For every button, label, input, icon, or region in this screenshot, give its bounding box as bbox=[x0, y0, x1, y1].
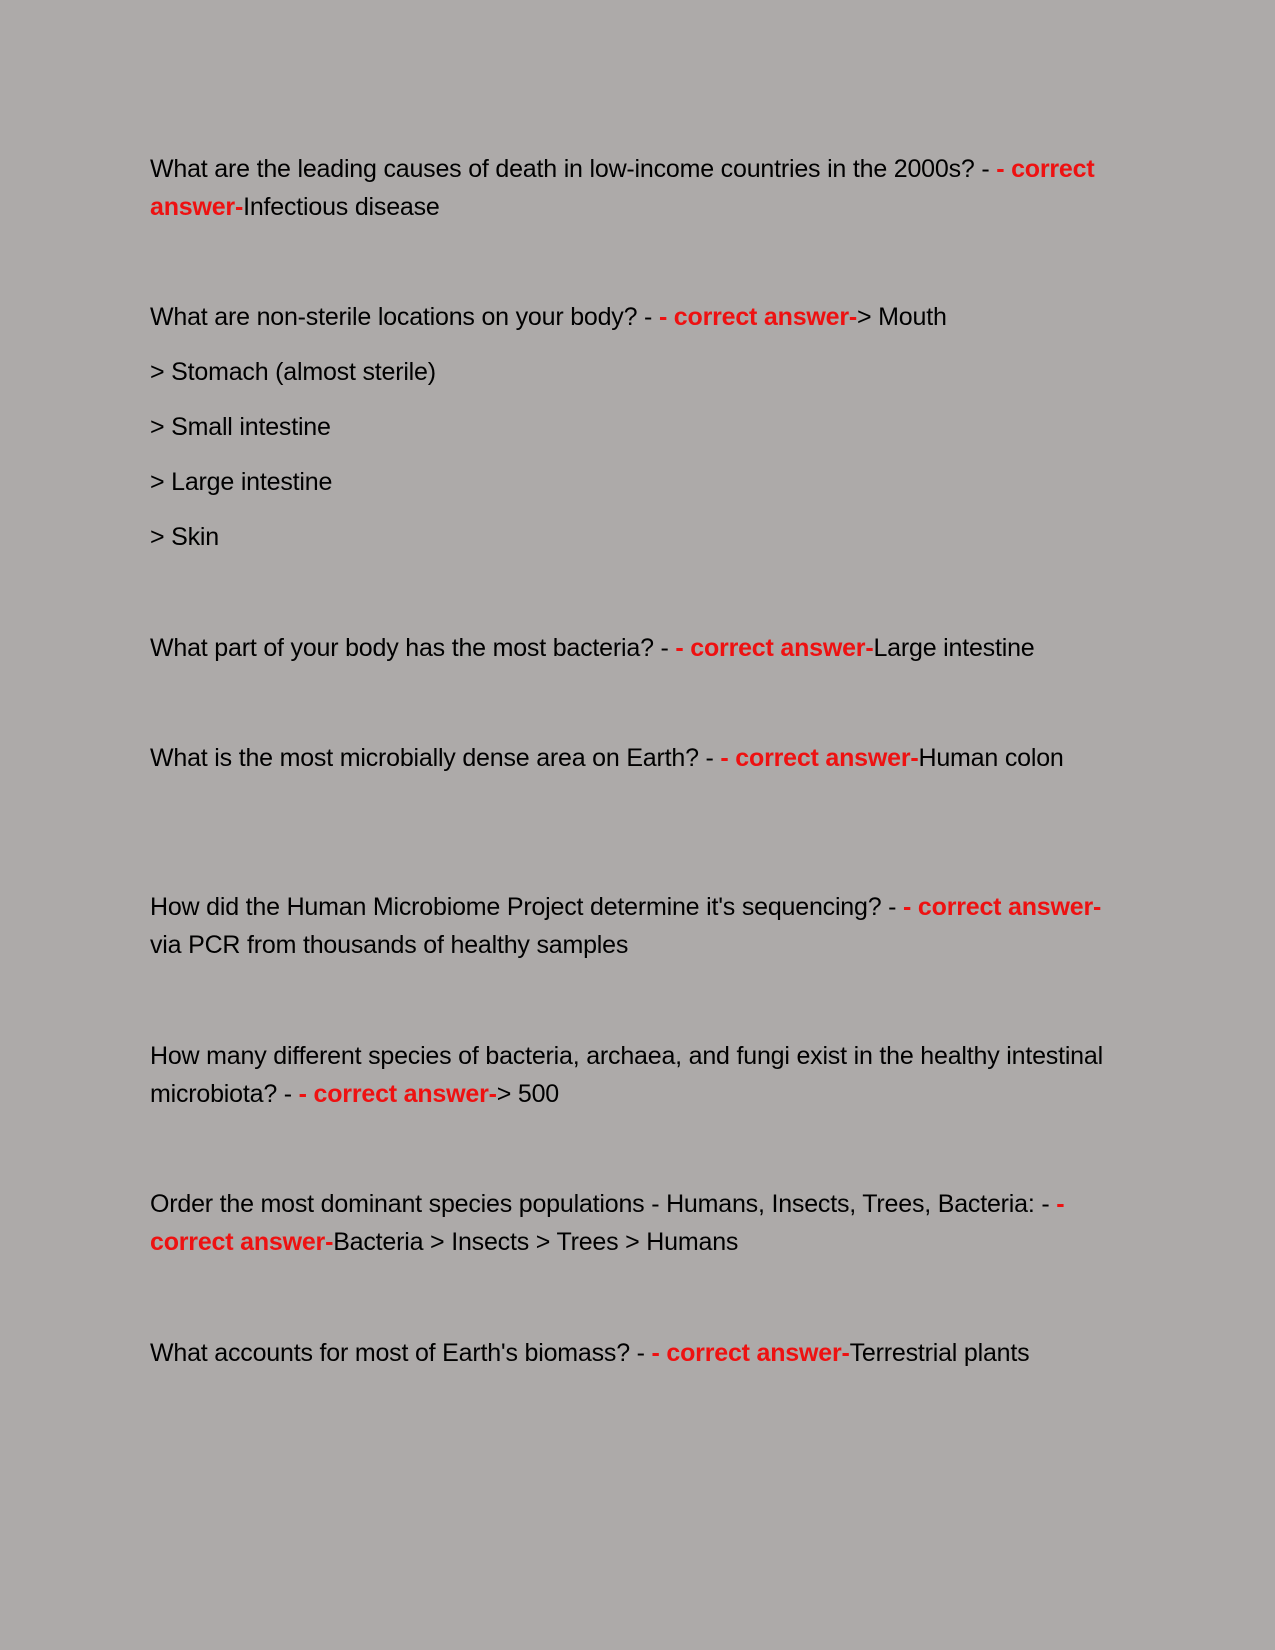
answer-list-line: > Stomach (almost sterile) bbox=[150, 358, 436, 386]
correct-answer-tag: - correct answer- bbox=[298, 1080, 497, 1108]
answer-text: via PCR from thousands of healthy samples bbox=[150, 931, 629, 959]
qa-item bbox=[150, 1037, 1130, 1113]
qa-item bbox=[150, 629, 1130, 667]
answer-text: Large intestine bbox=[873, 634, 1035, 662]
question-text: What accounts for most of Earth's biomass? - bbox=[150, 1339, 645, 1367]
qa-item bbox=[150, 1334, 1130, 1372]
qa-item bbox=[150, 1185, 1130, 1261]
correct-answer-tag: - correct answer- bbox=[903, 893, 1102, 921]
correct-answer-tag: - correct answer- bbox=[720, 744, 919, 772]
question-text: What part of your body has the most bacteria? - bbox=[150, 634, 669, 662]
qa-item bbox=[150, 888, 1130, 964]
qa-item bbox=[150, 298, 1130, 556]
answer-text: > Mouth bbox=[857, 303, 947, 331]
correct-answer-tag: - correct answer- bbox=[675, 634, 874, 662]
question-text: What are the leading causes of death in low-income countries in the 2000s? - bbox=[150, 155, 990, 183]
answer-list-line: > Small intestine bbox=[150, 413, 331, 441]
answer-text: Infectious disease bbox=[243, 193, 440, 221]
answer-list-line: > Large intestine bbox=[150, 468, 333, 496]
question-text: Order the most dominant species populations - Humans, Insects, Trees, Bacteria: - bbox=[150, 1190, 1050, 1218]
answer-text: Terrestrial plants bbox=[849, 1339, 1030, 1367]
correct-answer-tag: - correct answer- bbox=[150, 1190, 1065, 1256]
qa-item bbox=[150, 150, 1130, 226]
correct-answer-tag: - correct answer- bbox=[658, 303, 858, 331]
question-text: How many different species of bacteria, archaea, and fungi exist in the healthy intestinal microbiota? - bbox=[150, 1042, 1103, 1108]
question-text: How did the Human Microbiome Project determine it's sequencing? - bbox=[150, 893, 897, 921]
correct-answer-tag: - correct answer- bbox=[150, 155, 1095, 221]
correct-answer-tag: - correct answer- bbox=[651, 1339, 850, 1367]
answer-text: Human colon bbox=[918, 744, 1064, 772]
question-text: What is the most microbially dense area on Earth? - bbox=[150, 744, 714, 772]
answer-text: > 500 bbox=[496, 1080, 559, 1108]
answer-list-line: > Skin bbox=[150, 523, 219, 551]
question-text: What are non-sterile locations on your body? - bbox=[150, 303, 653, 331]
qa-item bbox=[150, 739, 1130, 777]
answer-text: Bacteria > Insects > Trees > Humans bbox=[333, 1228, 739, 1256]
